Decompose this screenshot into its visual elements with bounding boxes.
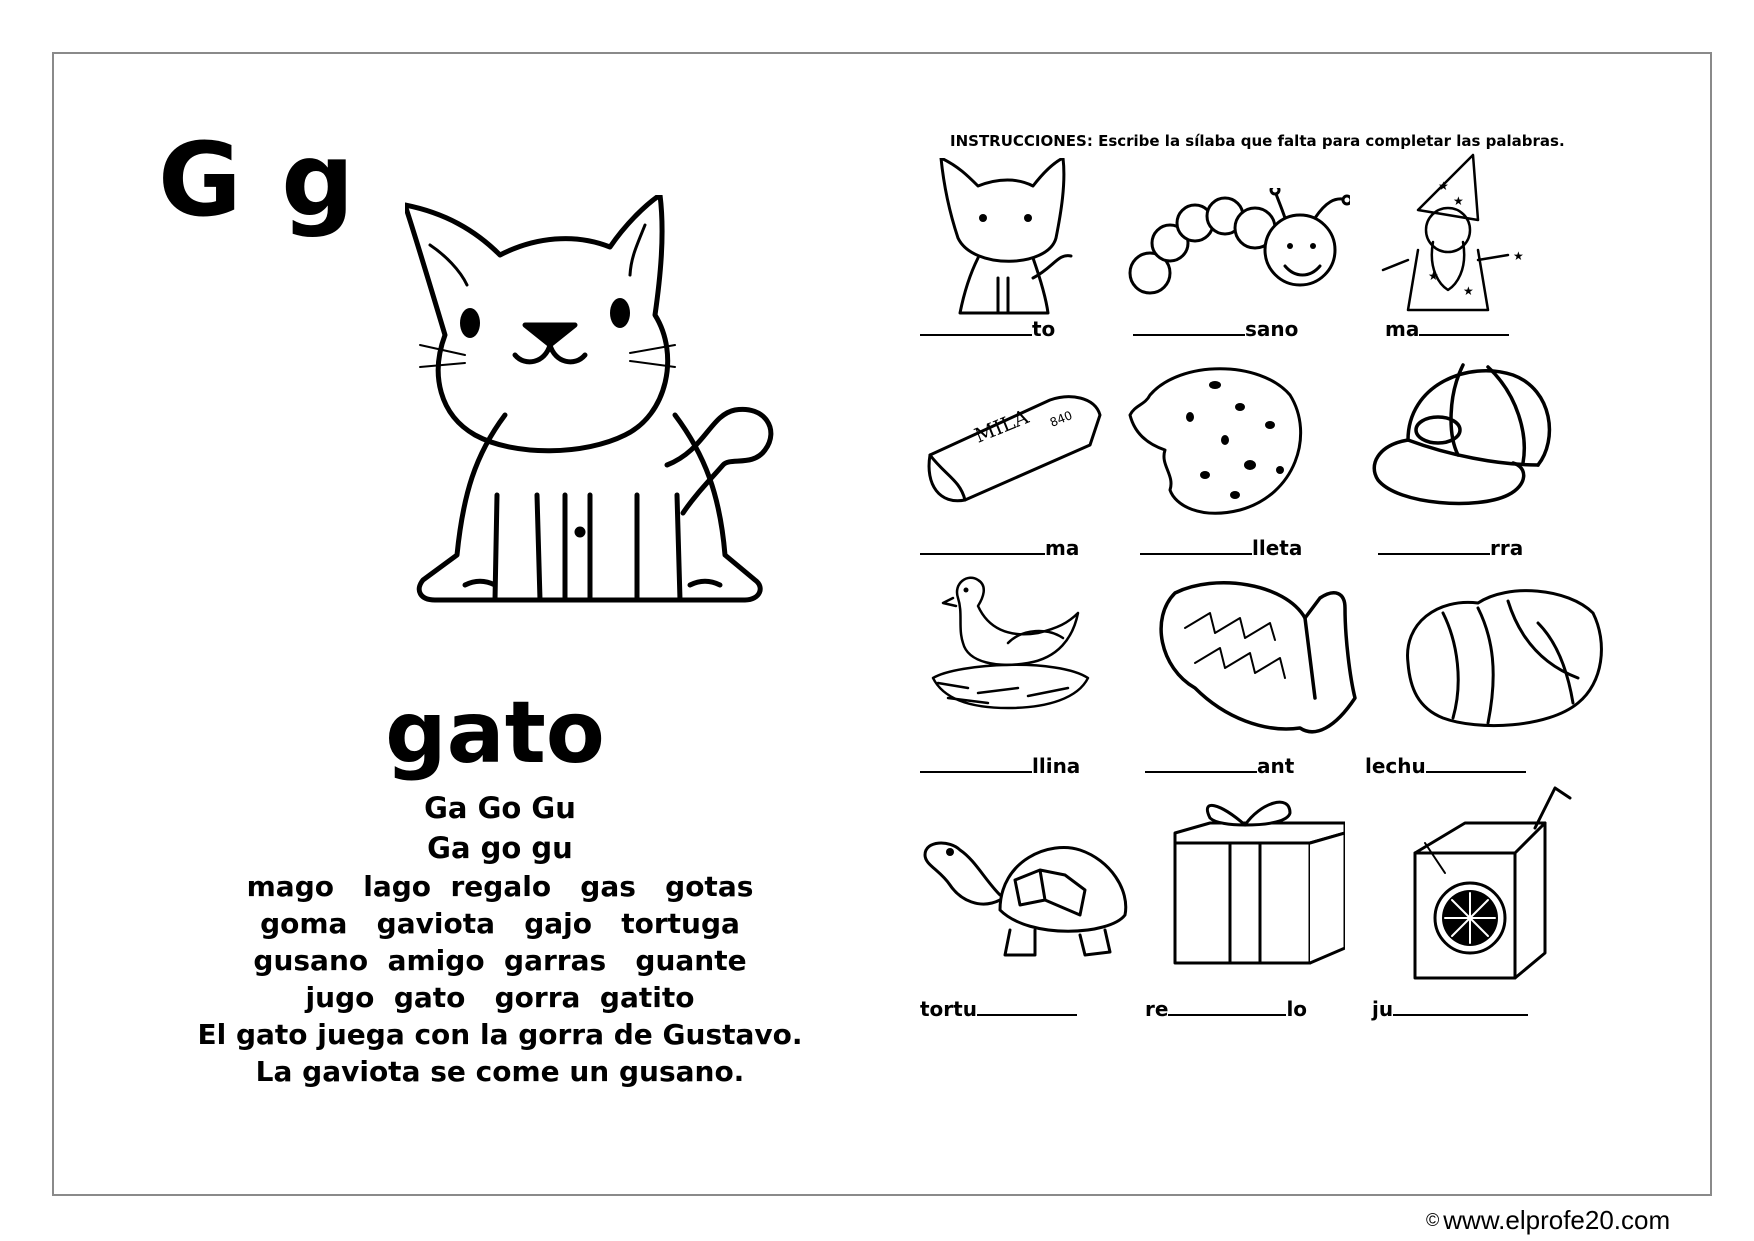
site-credit: [1426, 1205, 1670, 1236]
turtle-icon: [920, 840, 1130, 965]
answer-line: lechu: [1365, 755, 1526, 776]
answer-line: tortu: [920, 998, 1077, 1019]
cookie-icon: [1120, 355, 1310, 520]
main-word: gato: [385, 683, 605, 783]
caterpillar-icon: [1125, 188, 1350, 303]
answer-line: lleta: [1140, 537, 1302, 558]
reading-lines: [140, 788, 860, 1090]
mitten-icon: [1145, 578, 1370, 743]
cap-icon: [1368, 355, 1558, 515]
juice-box-icon: [1405, 783, 1580, 983]
word-list-line: mago lago regalo gas gotas: [246, 870, 754, 903]
cat-icon: [938, 158, 1078, 318]
answer-line: ant: [1145, 755, 1294, 776]
hen-icon: [928, 568, 1093, 718]
answer-line: sano: [1133, 318, 1298, 339]
svg-text:★: ★: [1453, 194, 1464, 208]
syllables-upper: Ga Go Gu: [424, 791, 576, 825]
lettuce-icon: [1398, 583, 1608, 733]
answer-line: ju: [1372, 998, 1528, 1019]
answer-line: ma: [920, 537, 1079, 558]
answer-line: re lo: [1145, 997, 1308, 1021]
word-list-line: goma gaviota gajo tortuga: [260, 907, 740, 940]
svg-text:★: ★: [1463, 284, 1474, 298]
sentence-line: El gato juega con la gorra de Gustavo.: [197, 1018, 803, 1051]
svg-text:MILA: MILA: [970, 404, 1032, 448]
sentence-line: La gaviota se come un gusano.: [255, 1055, 745, 1088]
wizard-icon: [1378, 150, 1533, 315]
answer-line: rra: [1378, 537, 1523, 558]
site-link[interactable]: www.elprofe20.com: [1443, 1205, 1671, 1235]
svg-text:★: ★: [1513, 249, 1524, 263]
svg-text:★: ★: [1428, 269, 1439, 283]
answer-line: ma: [1385, 318, 1509, 339]
word-list-line: gusano amigo garras guante: [253, 944, 747, 977]
svg-text:★: ★: [1438, 179, 1449, 193]
answer-line: llina: [920, 755, 1080, 776]
letter-heading: G g: [158, 121, 357, 240]
answer-line: to: [920, 318, 1055, 339]
eraser-icon: [920, 385, 1105, 515]
cat-illustration: [405, 195, 795, 650]
instructions: INSTRUCCIONES: Escribe la sílaba que falta para completar las palabras.: [950, 132, 1565, 150]
syllables-lower: Ga go gu: [427, 831, 573, 865]
word-list-line: jugo gato gorra gatito: [305, 981, 695, 1014]
gift-icon: [1170, 793, 1345, 968]
svg-text:840: 840: [1047, 408, 1075, 430]
copyright-icon: ©: [1426, 1210, 1440, 1230]
